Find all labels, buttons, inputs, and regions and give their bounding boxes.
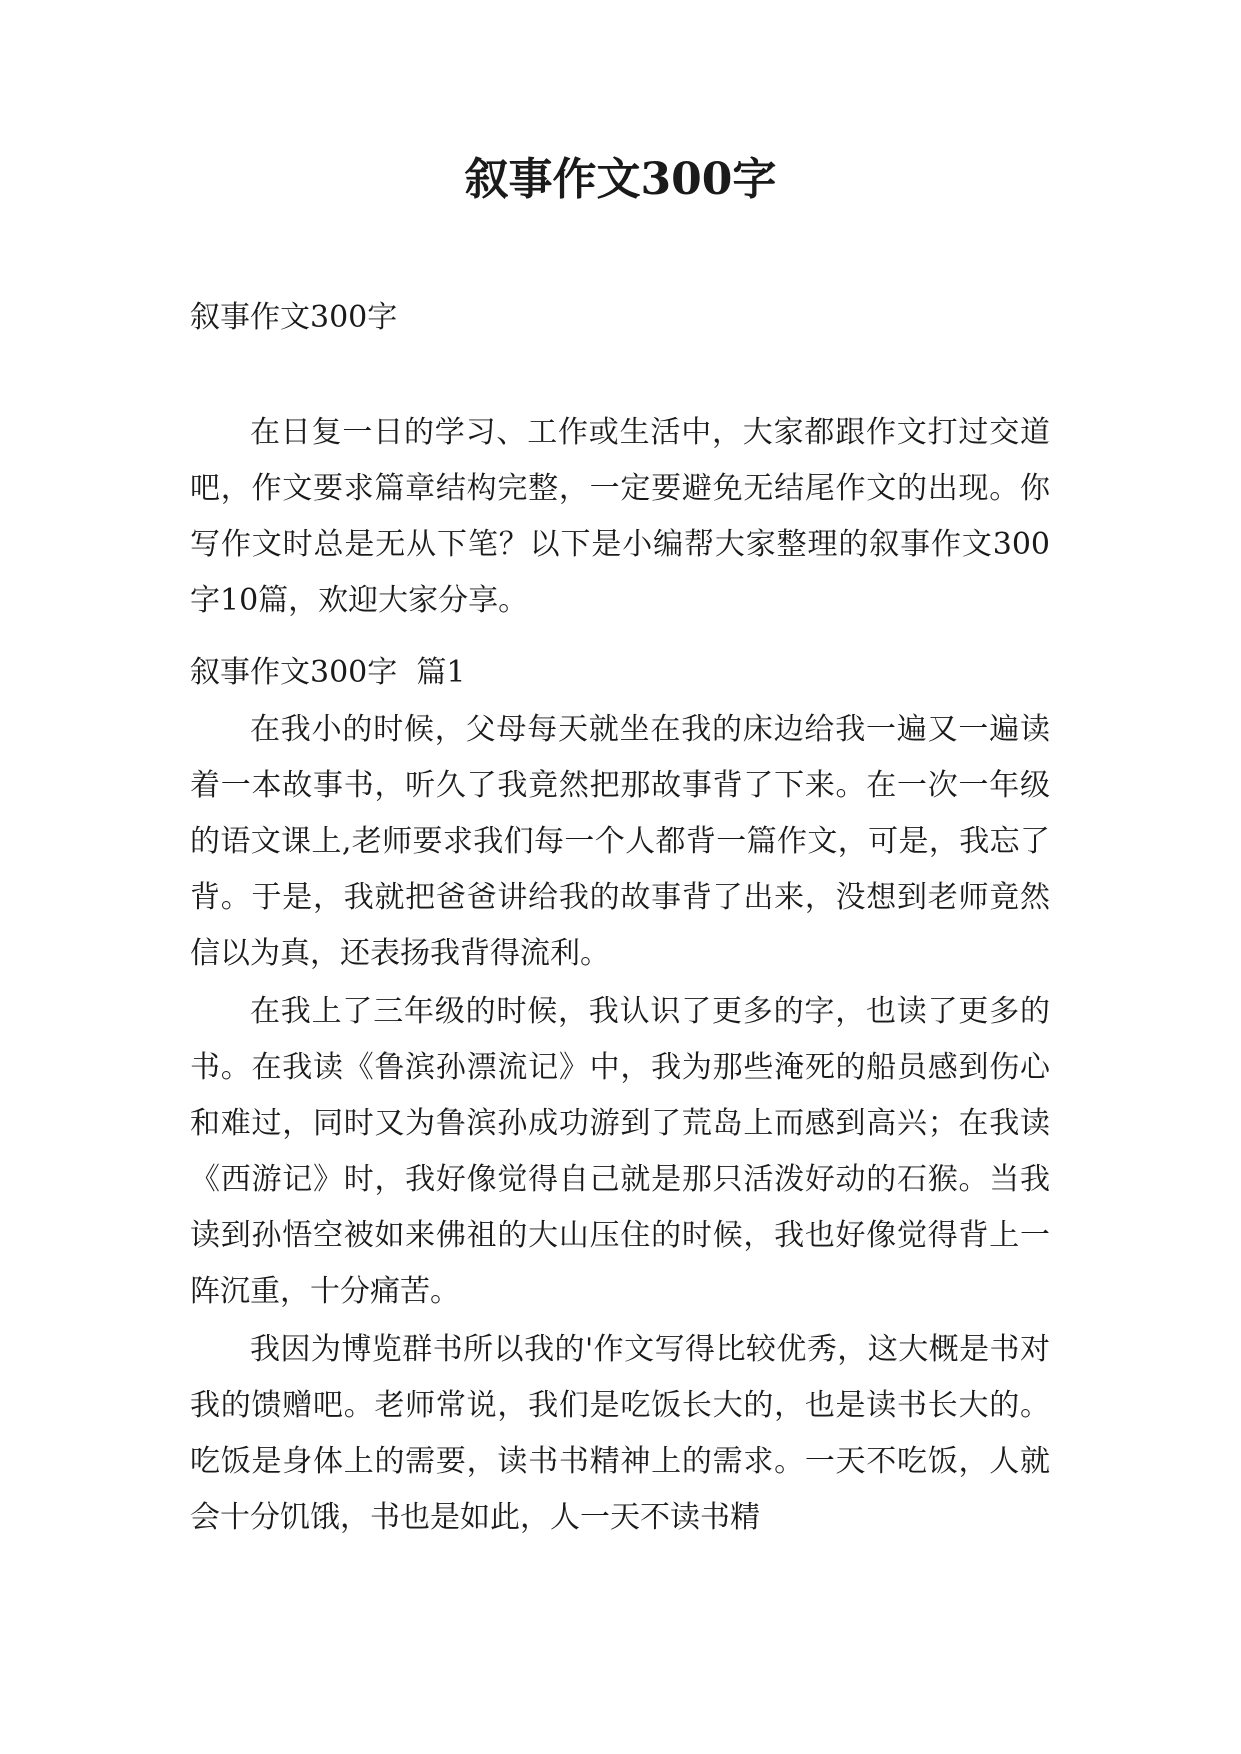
chapter-heading-text: 叙事作文300字 篇1 bbox=[190, 655, 466, 690]
paragraph-text: 在我上了三年级的时候，我认识了更多的字，也读了更多的书。在我读《鲁滨孙漂流记》中，我为那些淹死的船员感到伤心和难过，同时又为鲁滨孙成功游到了荒岛上而感到高兴；在我读《西游记》时，我好像觉得自己就是那只活泼好动的石猴。当我读到孙悟空被如来佛祖的大山压住的时候，我也好像觉得背上一阵沉重，十分痛苦。 bbox=[190, 994, 1050, 1309]
document-title: 叙事作文300字 bbox=[464, 154, 777, 205]
body-paragraph bbox=[190, 702, 1050, 982]
paragraph-text: 我因为博览群书所以我的'作文写得比较优秀，这大概是书对我的馈赠吧。老师常说，我们是吃饭长大的，也是读书长大的。吃饭是身体上的需要，读书书精神上的需求。一天不吃饭，人就会十分饥饿，书也是如此，人一天不读书精 bbox=[190, 1332, 1050, 1535]
body-paragraph bbox=[190, 1322, 1050, 1546]
paragraph-text: 在我小的时候，父母每天就坐在我的床边给我一遍又一遍读着一本故事书，听久了我竟然把那故事背了下来。在一次一年级的语文课上,老师要求我们每一个人都背一篇作文，可是，我忘了背。于是，我就把爸爸讲给我的故事背了出来，没想到老师竟然信以为真，还表扬我背得流利。 bbox=[190, 712, 1050, 971]
intro-text: 在日复一日的学习、工作或生活中，大家都跟作文打过交道吧，作文要求篇章结构完整，一定要避免无结尾作文的出现。你写作文时总是无从下笔？以下是小编帮大家整理的叙事作文300字10篇，欢迎大家分享。 bbox=[190, 415, 1050, 618]
body-paragraph bbox=[190, 984, 1050, 1320]
document-subtitle bbox=[190, 290, 1050, 346]
intro-paragraph bbox=[190, 405, 1050, 629]
chapter-heading bbox=[190, 645, 1050, 701]
subtitle-text: 叙事作文300字 bbox=[190, 300, 398, 335]
